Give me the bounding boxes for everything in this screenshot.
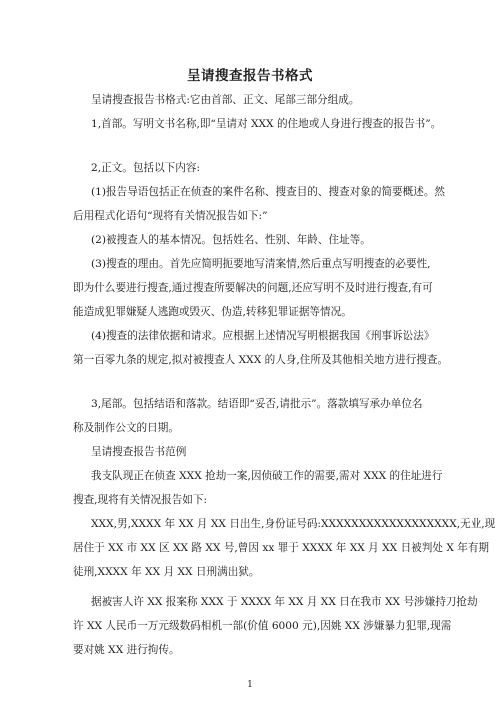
example-paragraph-3-cont-1: 许 XX 人民币一万元级数码相机一部(价值 6000 元),因姚 XX 涉嫌暴力犯罪,现需	[73, 620, 452, 632]
paragraph-intro: 呈请搜查报告书格式:它由首部、正文、尾部三部分组成。	[91, 94, 360, 106]
example-paragraph-1-cont: 搜查,现将有关情况报告如下:	[73, 494, 208, 506]
paragraph-tail-section-cont: 称及制作公文的日期。	[73, 422, 179, 434]
paragraph-item-2: (2)被搜查人的基本情况。包括姓名、性别、年龄、住址等。	[91, 234, 371, 246]
paragraph-item-3: (3)搜查的理由。首先应简明扼要地写清案情,然后重点写明搜查的必要性,	[91, 258, 431, 270]
paragraph-tail-section: 3,尾部。包括结语和落款。结语即“妥否,请批示”。落款填写承办单位名	[91, 398, 423, 410]
example-paragraph-1: 我支队现正在侦查 XXX 抢劫一案,因侦破工作的需要,需对 XXX 的住址进行	[91, 470, 443, 482]
example-paragraph-2: XXX,男,XXXX 年 XX 月 XX 日出生,身份证号码:XXXXXXXXXXXXXXXXXX,无业,现	[91, 518, 496, 530]
paragraph-item-1-cont: 后用程式化语句“现将有关情况报告如下:”	[73, 210, 268, 222]
paragraph-body-section: 2,正文。包括以下内容:	[91, 162, 201, 174]
page-title: 呈请搜查报告书格式	[187, 68, 313, 84]
example-paragraph-3-cont-2: 要对姚 XX 进行拘传。	[73, 644, 180, 656]
paragraph-item-3-cont-1: 即为什么要进行搜查,通过搜查所要解决的问题,还应写明不及时进行搜查,有可	[73, 282, 433, 294]
paragraph-item-3-cont-2: 能造成犯罪嫌疑人逃跑或毁灭、伪造,转移犯罪证据等情况。	[73, 306, 352, 318]
example-paragraph-3: 据被害人许 XX 报案称 XXX 于 XXXX 年 XX 月 XX 日在我市 XX 号涉嫌持刀抢劫	[91, 596, 478, 608]
page-number: 1	[247, 680, 253, 690]
paragraph-item-4-cont: 第一百零九条的规定,拟对被搜查人 XXX 的人身,住所及其他相关地方进行搜查。	[73, 354, 449, 366]
example-paragraph-2-cont-1: 居住于 XX 市 XX 区 XX 路 XX 号,曾因 xx 罪于 XXXX 年 XX 月 XX 日被判处 X 年有期	[73, 542, 490, 554]
example-paragraph-2-cont-2: 徒刑,XXXX 年 XX 月 XX 日刑满出狱。	[73, 566, 260, 578]
paragraph-item-4: (4)搜查的法律依据和请求。应根据上述情况写明根据我国《刑事诉讼法》	[91, 330, 435, 342]
paragraph-item-1: (1)报告导语包括正在侦查的案件名称、搜查目的、搜查对象的简要概述。然	[91, 186, 446, 198]
example-heading: 呈请搜查报告书范例	[91, 446, 187, 458]
paragraph-header-section: 1,首部。写明文书名称,即“呈请对 XXX 的住地或人身进行搜查的报告书”。	[91, 118, 442, 130]
